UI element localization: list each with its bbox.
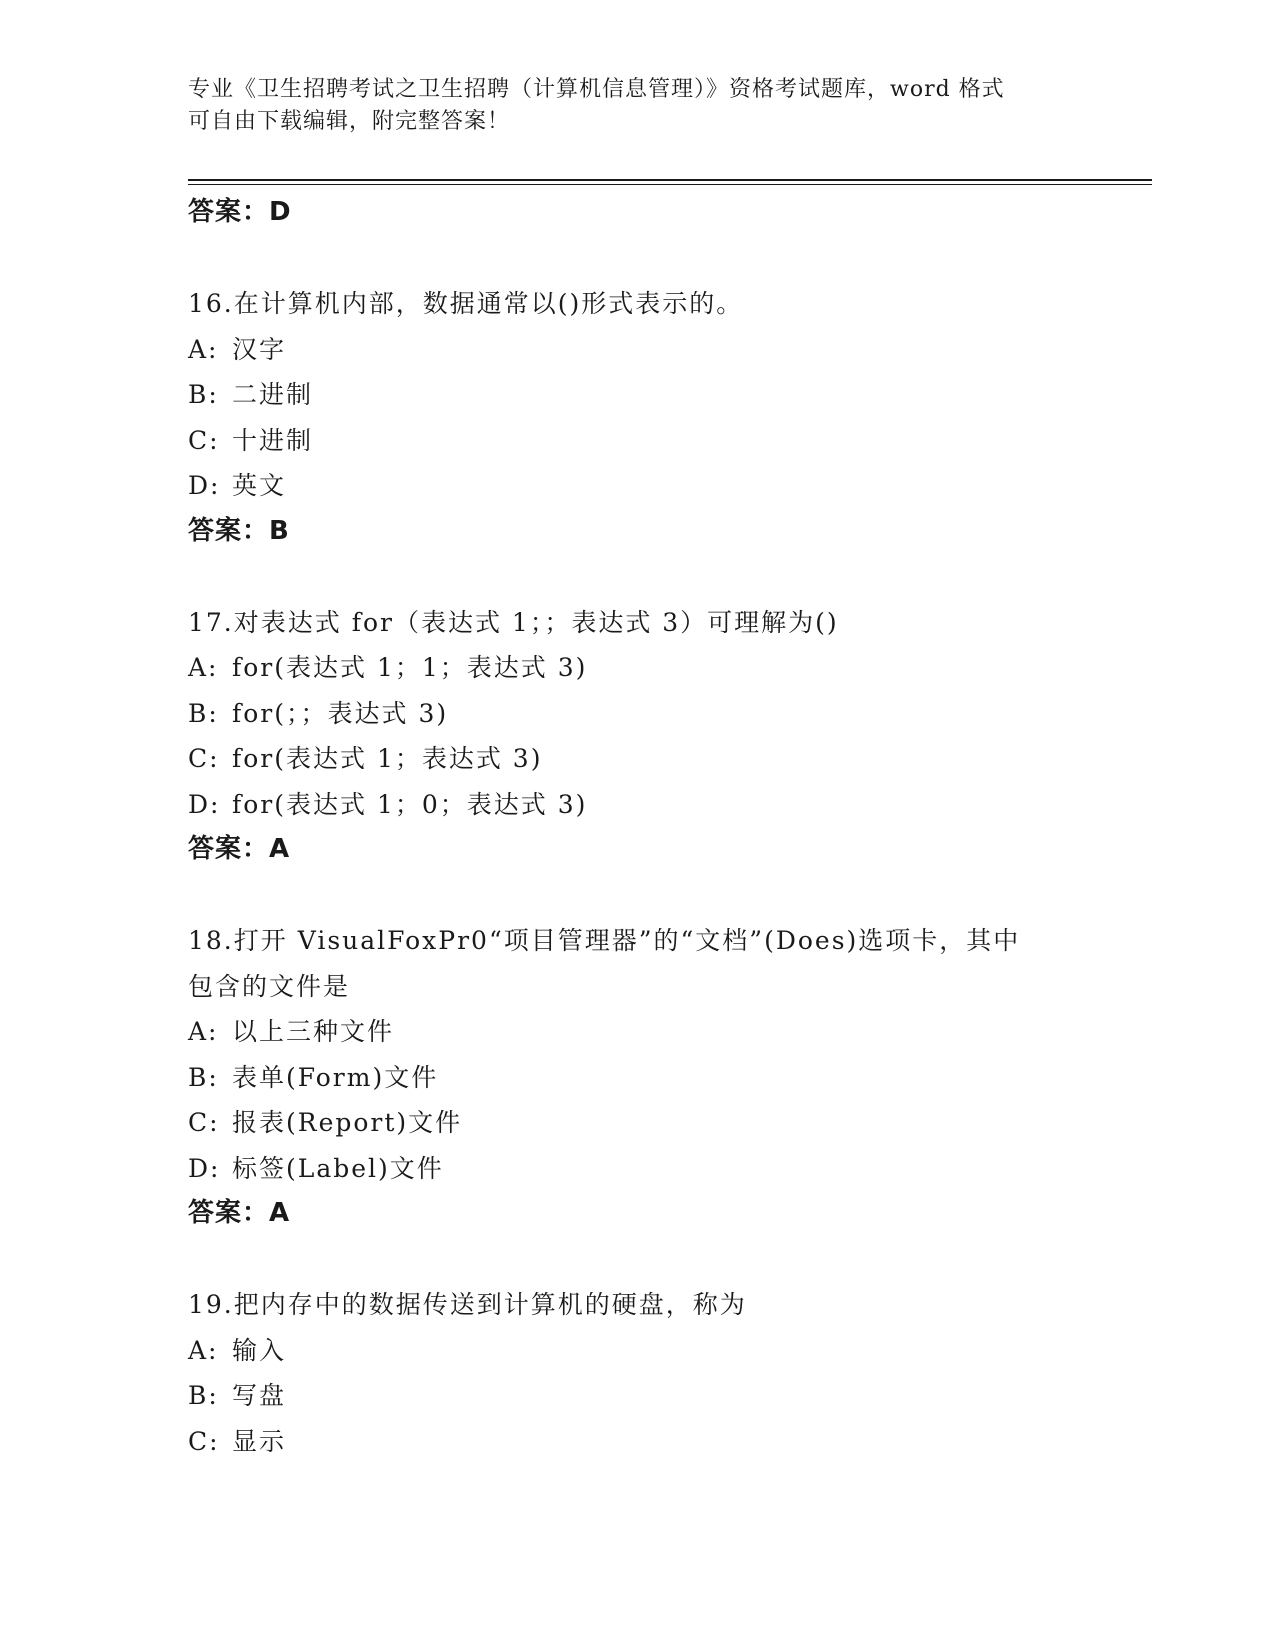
option-b — [188, 1055, 1118, 1101]
option-c — [188, 1419, 1118, 1465]
option-c — [188, 1100, 1118, 1146]
option-text: 输入 — [232, 1335, 287, 1365]
option-text: 十进制 — [232, 425, 314, 455]
option-text: for(表达式 1；表达式 3) — [232, 744, 543, 773]
option-d — [188, 1146, 1118, 1192]
option-letter: C: — [188, 1426, 220, 1456]
answer-line: 答案：D — [188, 197, 292, 227]
option-c — [188, 418, 1118, 464]
question-list — [188, 190, 1118, 1464]
option-b — [188, 1373, 1118, 1419]
header-line-2: 可自由下载编辑，附完整答案！ — [188, 109, 511, 134]
header-line-1: 专业《卫生招聘考试之卫生招聘（计算机信息管理）》资格考试题库，word 格式 — [188, 77, 1005, 102]
option-text: for(表达式 1；0；表达式 3) — [232, 789, 588, 819]
option-d — [188, 782, 1118, 828]
option-letter: A: — [188, 1017, 219, 1046]
document-header — [188, 74, 1088, 138]
question-stem-line-1: 18.打开 VisualFoxPr0“项目管理器”的“文档”(Does)选项卡，其中 — [188, 926, 1021, 955]
option-letter: D: — [188, 1153, 221, 1183]
question-16 — [188, 281, 1118, 554]
option-text: 表单(Form)文件 — [232, 1062, 439, 1092]
spacer — [188, 554, 1118, 600]
option-letter: B: — [188, 380, 219, 409]
spacer — [188, 1237, 1118, 1283]
option-letter: A: — [188, 334, 219, 364]
spacer — [188, 873, 1118, 919]
answer-line: 答案：A — [188, 1198, 291, 1228]
option-d — [188, 463, 1118, 509]
option-b — [188, 691, 1118, 737]
option-text: 英文 — [232, 471, 287, 500]
question-stem: 16.在计算机内部，数据通常以()形式表示的。 — [188, 289, 744, 318]
spacer — [188, 236, 1118, 282]
option-text: 显示 — [232, 1426, 287, 1456]
option-letter: C: — [188, 425, 220, 455]
option-text: 标签(Label)文件 — [232, 1153, 444, 1183]
question-19 — [188, 1282, 1118, 1464]
answer-line: 答案：B — [188, 515, 290, 546]
option-text: 写盘 — [232, 1381, 287, 1410]
header-rule-thin — [188, 184, 1152, 185]
option-letter: C: — [188, 1108, 220, 1137]
option-a — [188, 1009, 1118, 1055]
option-letter: B: — [188, 1381, 219, 1410]
option-b — [188, 372, 1118, 418]
option-letter: A: — [188, 653, 219, 682]
question-18 — [188, 918, 1118, 1237]
option-c — [188, 736, 1118, 782]
option-letter: D: — [188, 471, 221, 500]
header-rule-thick — [188, 179, 1152, 181]
option-letter: C: — [188, 744, 220, 773]
option-text: for(；；表达式 3) — [232, 698, 449, 728]
question-stem: 17.对表达式 for（表达式 1；；表达式 3）可理解为() — [188, 607, 839, 637]
option-text: 报表(Report)文件 — [232, 1108, 463, 1137]
question-stem: 19.把内存中的数据传送到计算机的硬盘，称为 — [188, 1290, 747, 1319]
question-17 — [188, 600, 1118, 873]
question-stem-line-2: 包含的文件是 — [188, 971, 351, 1001]
option-text: 二进制 — [232, 380, 314, 409]
option-a — [188, 1328, 1118, 1374]
option-text: 以上三种文件 — [232, 1017, 395, 1046]
option-a — [188, 327, 1118, 373]
option-text: 汉字 — [232, 334, 287, 364]
option-letter: B: — [188, 698, 219, 728]
option-a — [188, 645, 1118, 691]
option-letter: D: — [188, 789, 221, 819]
answer-line: 答案：A — [188, 834, 291, 864]
option-letter: B: — [188, 1062, 219, 1092]
option-text: for(表达式 1；1；表达式 3) — [232, 653, 588, 682]
option-letter: A: — [188, 1335, 219, 1365]
